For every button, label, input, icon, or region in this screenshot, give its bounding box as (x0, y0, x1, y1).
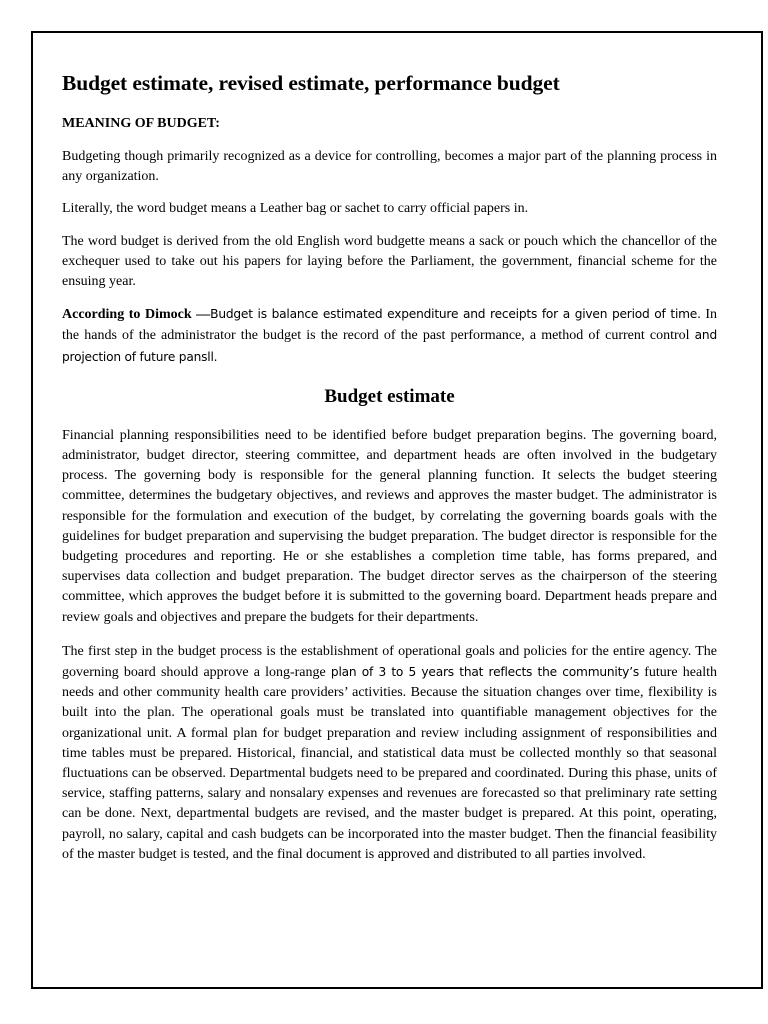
dimock-quote-close: and projection of future pansll. (62, 328, 717, 364)
dimock-middle: In the hands of the administrator the budget is the record of the past performance, a method of current control (62, 307, 717, 344)
meaning-of-budget-heading: MEANING OF BUDGET: (62, 116, 220, 131)
paragraph-2: Literally, the word budget means a Leather bag or sachet to carry official papers in. (62, 201, 529, 217)
dimock-label: According to Dimock — (62, 307, 211, 323)
budget-estimate-heading: Budget estimate (324, 385, 455, 407)
dimock-paragraph (62, 304, 717, 368)
budget-estimate-paragraph-2 (62, 642, 717, 865)
document-title: Budget estimate, revised estimate, performance budget (62, 71, 560, 95)
paragraph-2-part-1: The first step in the budget process is the establishment of operational goals and policies for the entire agency. The governing board should approve a long-range (62, 643, 717, 681)
document-body (62, 70, 717, 877)
paragraph-2-part-2: future health needs and other community health care providers’ activities. Because the situation changes over time, flexibility is built into the plan. The operational goals must be translated into quantifiable management objectives for the organizational unit. A formal plan for budget preparation and review including assignment of responsibilities and time tables must be prepared. Historical, financial, and statistical data must be collected monthly so that seasonal fluctuations can be observed. Departmental budgets need to be prepared and coordinated. During this phase, units of service, staffing patterns, salary and nonsalary expenses and revenues are forecasted so that preliminary rate setting can be done. Next, departmental budgets are revised, and the master budget is prepared. At this point, operating, payroll, no salary, capital and cash budgets can be incorporated into the master budget. Then the financial feasibility of the master budget is tested, and the final document is approved and distributed to all parties involved. (62, 665, 717, 862)
dimock-quote-open: Budget is balance estimated expenditure and receipts for a given period of time. (210, 307, 701, 322)
paragraph-3: The word budget is derived from the old English word budgette means a sack or pouch which the chancellor of the exchequer used to take out his papers for laying before the Parliament, the government, financial scheme for the ensuing year. (62, 233, 717, 290)
budget-estimate-paragraph-1: Financial planning responsibilities need to be identified before budget preparation begins. The governing board, administrator, budget director, steering committee, and department heads are often involved in the budgetary process. The governing body is responsible for the general planning function. It selects the budget steering committee, determines the budgetary objectives, and reviews and approves the master budget. The administrator is responsible for the formulation and execution of the budget, by correlating the governing boards goals with the guidelines for budget preparation and supervising the budget preparation. The budget director is responsible for the budgeting procedures and reporting. He or she establishes a completion time table, has forms prepared, and supervises data collection and budget preparation. The budget director serves as the chairperson of the steering committee, which approves the budget before it is submitted to the governing board. Department heads prepare and review goals and objectives and prepare the budgets for their departments. (62, 427, 717, 625)
paragraph-2-sans-part: plan of 3 to 5 years that reflects the community’s (330, 665, 640, 680)
paragraph-1: Budgeting though primarily recognized as a device for controlling, becomes a major part of the planning process in any organization. (62, 149, 717, 185)
